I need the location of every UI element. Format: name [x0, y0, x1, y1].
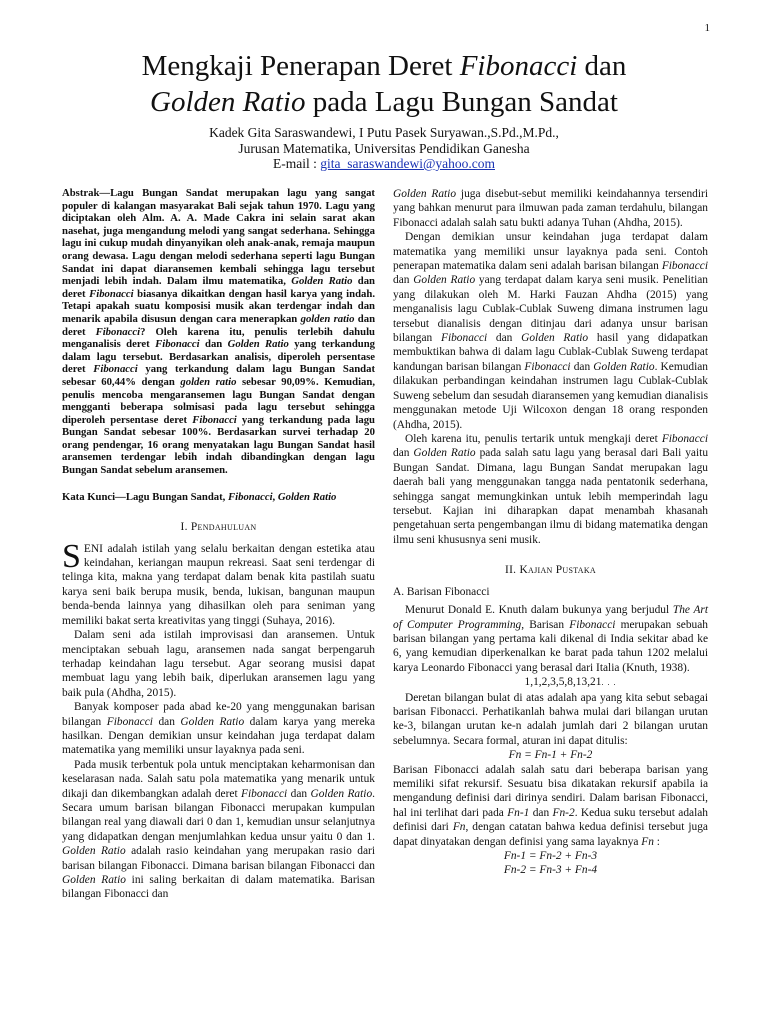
abstract: Abstrak—Lagu Bungan Sandat merupakan lagu yang sangat populer di kalangan masyarakat Bali sejak tahun 1970. Lagu yang diciptakan oleh Alm. A. A. Made Cakra ini selain sarat akan nasehat, juga mengandung melodi yang sangat sederhana. Sehingga lagu ini cukup mudah dinyanyikan oleh anak-anak, remaja maupun orang dewasa. Lagu dengan melodi sederhana seperti lagu Bungan Sandat ini dapat diaransemen kembali sehingga lagu tersebut menjadi lebih indah. Dalam ilmu matematika, Golden Ratio dan deret Fibonacci biasanya dikaitkan dengan hasil karya yang indah. Tetapi apakah suatu komposisi musik akan terdengar indah dan menarik apabila disusun dengan cara menerapkan golden ratio dan deret Fibonacci? Oleh karena itu, penulis terlebih dahulu menganalisis deret Fibonacci dan Golden Ratio yang terkandung dalam lagu tersebut. Berdasarkan analisis, diperoleh persentase deret Fibonacci yang terkandung dalam lagu Bungan Sandat sebesar 60,44% dengan golden ratio sebesar 90,09%. Kemudian, penulis mencoba mengaransemen lagu Bungan Sandat dengan mengganti beberapa solmisasi pada lagu tersebut sehingga diperoleh persentase deret Fibonacci yang terkandung pada lagu Bungan Sandat sebesar 100%. Berdasarkan survei terhadap 20 orang pendengar, 16 orang menyatakan lagu Bungan Sandat hasil aransemen terdengar lebih indah dibandingkan dengan lagu Bungan Sandat sebelum aransemen. [62, 187, 376, 477]
author-email: E-mail : gita_saraswandewi@yahoo.com [272, 156, 495, 171]
section-heading-introduction: I. Pendahuluan [180, 520, 257, 533]
fibonacci-sequence: 1,1,2,3,5,8,13,21. . . [524, 676, 617, 689]
page-number: 1 [704, 22, 710, 34]
intro-paragraph-7: Oleh karena itu, penulis tertarik untuk mengkaji deret Fibonacci dan Golden Ratio pada salah satu lagu yang berasal dari Bali yaitu Bungan Sandat. Dimana, lagu Bungan Sandat merupakan lagu daerah bali yang menggunakan tangga nada pentatonik sederhana, sehingga sangat memungkinkan untuk lebih memperindah lagu tersebut. Kajian ini diharapkan dapat menambah khasanah pengetahuan serta pengembangan ilmu di bidang matematika dengan ilmu seni khususnya seni musik. [393, 432, 709, 546]
email-link[interactable]: gita_saraswandewi@yahoo.com [320, 156, 495, 171]
right-column [393, 187, 708, 878]
intro-paragraph-5: Golden Ratio juga disebut-sebut memiliki keindahannya tersendiri yang bahkan menurut para ilmuwan pada zaman terdahulu, bilangan Fibonacci adalah salah satu bukti adanya Tuhan (Ahdha, 2015). [393, 188, 709, 229]
literature-paragraph-3: Barisan Fibonacci adalah salah satu dari beberapa barisan yang memiliki sifat rekursif. Sesuatu bisa dikatakan rekursif apabila ia mengandung definisi dari dirinya sendiri. Dalam barisan Fibonacci, hal ini terlihat dari pada Fn-1 dan Fn-2. Kedua suku tersebut adalah definisi dari Fn, dengan catatan bahwa kedua definisi tersebut juga dapat dinyatakan dengan definisi yang sama layaknya Fn : [393, 763, 708, 848]
keywords: Kata Kunci—Lagu Bungan Sandat, Fibonacci, Golden Ratio [62, 490, 337, 503]
author-block [0, 125, 768, 172]
formula-recurrence-2: Fn-1 = Fn-2 + Fn-3 [503, 850, 598, 863]
intro-paragraph-1: SENI adalah istilah yang selalu berkaitan dengan estetika atau keindahan, keriangan maupun rekreasi. Saat seni terdengar di telinga kita, makna yang terdapat dalam benak kita pastilah suatu karya seni baik berupa musik, benda, lukisan, bangunan maupun benda-benda lainnya yang dihasilkan oleh para seniman yang memiliki bakat serta kreativitas yang tinggi (Suhaya, 2016). [62, 537, 375, 627]
subsection-heading-fibonacci: A. Barisan Fibonacci [393, 586, 490, 599]
title-line-1: Mengkaji Penerapan Deret Fibonacci dan [141, 50, 627, 82]
left-column [62, 187, 375, 902]
intro-paragraph-4: Pada musik terbentuk pola untuk menciptakan keharmonisan dan keselarasan nada. Salah satu pola matematika yang menarik untuk dikaji dan dikembangkan adalah deret Fibonacci dan Golden Ratio. Secara umum barisan bilangan Fibonacci merupakan kumpulan bilangan real yang diawali dari 0 dan 1, kemudian unsur selanjutnya yang didapatkan dengan menjumlahkan kedua unsur yaitu 0 dan 1. Golden Ratio adalah rasio keindahan yang merupakan rasio dari barisan bilangan Fibonacci. Dimana barisan bilangan Fibonacci dan Golden Ratio ini saling berkaitan di dalam matematika. Barisan bilangan Fibonacci dan [62, 758, 376, 901]
intro-paragraph-6: Dengan demikian unsur keindahan juga terdapat dalam matematika yang memiliki unsur layaknya pada seni. Contoh penerapan matematika dalam seni adalah barisan bilangan Fibonacci dan Golden Ratio yang terdapat dalam karya seni musik. Penelitian yang dilakukan oleh M. Harki Fauzan Ahdha (2015) yang menganalisis lagu Cublak-Cublak Suweng dimana instrumen lagu tersebut dianalisis dengan ditinjau dari adanya unsur barisan bilangan Fibonacci dan Golden Ratio hasil yang didapatkan membuktikan bahwa di dalam lagu Cublak-Cublak Suweng terdapat kandungan barisan bilangan Fibonacci dan Golden Ratio. Kemudian dilakukan perbandingan keindahan instrumen lagu Cublak-Cublak Suweng sebelum dan sesudah diaransemen yang kemudian dianalisis menggunakan metode Uji Wilcoxon dengan 18 orang responden (Ahdha, 2015). [393, 231, 708, 431]
paper-title [0, 48, 768, 120]
formula-recurrence: Fn = Fn-1 + Fn-2 [508, 749, 593, 762]
author-names: Kadek Gita Saraswandewi, I Putu Pasek Suryawan.,S.Pd.,M.Pd., [209, 125, 559, 140]
section-heading-literature: II. Kajian Pustaka [504, 564, 596, 577]
intro-paragraph-3: Banyak komposer pada abad ke-20 yang menggunakan barisan bilangan Fibonacci dan Golden Ratio dalam karya yang mereka hasilkan. Dengan demikian unsur keindahan juga terdapat dalam matematika yang memiliki unsur layaknya pada seni. [62, 701, 375, 757]
drop-cap: S [62, 537, 81, 575]
literature-paragraph-2: Deretan bilangan bulat di atas adalah apa yang kita sebut sebagai barisan Fibonacci. Perhatikanlah bahwa mulai dari bilangan urutan ke-3, bilangan urutan ke-n adalah jumlah dari 2 bilangan urutan sebelumnya. Secara formal, aturan ini dapat ditulis: [393, 691, 708, 747]
intro-paragraph-2: Dalam seni ada istilah improvisasi dan aransemen. Untuk menciptakan sebuah lagu, aransemen nada sangat berpengaruh terhadap keindahan lagu tersebut. Agar seorang musisi dapat membuat lagu yang lebih baik, diperlukan aransemen lagu yang baik pula (Ahdha, 2015). [62, 629, 375, 699]
title-line-2: Golden Ratio pada Lagu Bungan Sandat [150, 86, 618, 118]
literature-paragraph-1: Menurut Donald E. Knuth dalam bukunya yang berjudul The Art of Computer Programming, Barisan Fibonacci merupakan sebuah barisan bilangan yang pertama kali dikenal di India sekitar abad ke 6, yang kemudian diperkenalkan ke barat pada tahun 1202 melalui karya Leonardo Fibonacci yang berasal dari Italia (Knuth, 1938). [393, 604, 709, 674]
author-affiliation: Jurusan Matematika, Universitas Pendidikan Ganesha [238, 140, 530, 156]
formula-recurrence-3: Fn-2 = Fn-3 + Fn-4 [503, 864, 598, 877]
